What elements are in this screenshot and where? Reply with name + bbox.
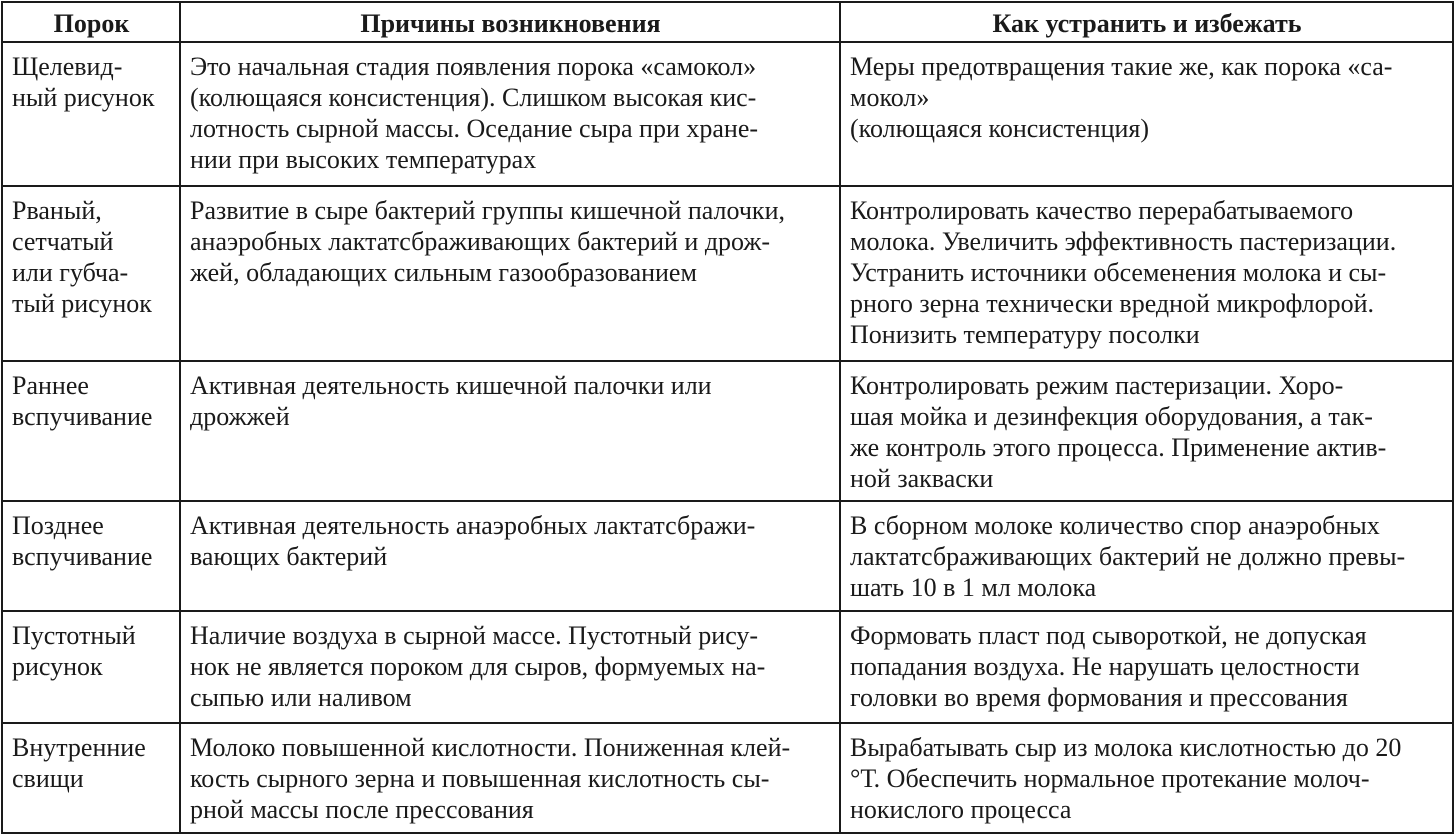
cell-line: Молоко повышенной кислотности. Пониженная клей- [190,733,791,762]
cell-line: попадания воздуха. Не нарушать целостности [850,652,1360,681]
cell-line: шать 10 в 1 мл молока [850,573,1097,602]
cell-causes [180,361,840,501]
cell-line: рисунок [12,652,103,681]
cell-line: Развитие в сыре бактерий группы кишечной палочки, [190,196,785,225]
cell-line: Устранить источники обсеменения молока и сы- [850,258,1387,287]
cell-remedy [840,361,1453,501]
cell-line: Пустотный [12,621,136,650]
cell-line: Контролировать качество перерабатываемого [850,196,1354,225]
cell-defect [2,501,180,611]
header-row [2,2,1453,42]
cell-defect [2,361,180,501]
cell-line: Формовать пласт под сывороткой, не допуская [850,621,1367,650]
table-row [2,723,1453,833]
cell-line: же контроль этого процесса. Применение актив- [850,433,1387,462]
cell-line: (колющаяся консистенция). Слишком высокая кис- [190,83,757,112]
cell-line: Вырабатывать сыр из молока кислотностью до 20 [850,733,1402,762]
cell-causes [180,611,840,723]
cell-line: Понизить температуру посолки [850,320,1200,349]
cell-line: свищи [12,764,84,793]
cell-line: вающих бактерий [190,542,388,571]
cell-line: вспучивание [12,542,153,571]
cell-defect [2,611,180,723]
cell-defect [2,186,180,361]
cell-line: тый рисунок [12,289,152,318]
cell-line: В сборном молоке количество спор анаэробных [850,511,1380,540]
table-row [2,186,1453,361]
cell-defect [2,723,180,833]
cell-line: нии при высоких температурах [190,145,537,174]
cell-causes [180,501,840,611]
cell-remedy [840,501,1453,611]
header-remedy: Как устранить и избежать [840,2,1453,42]
cell-line: дрожжей [190,402,290,431]
cell-remedy [840,723,1453,833]
cell-line: Активная деятельность кишечной палочки или [190,371,712,400]
cell-line: Наличие воздуха в сырной массе. Пустотный рису- [190,621,759,650]
cell-line: рного зерна технически вредной микрофлорой. [850,289,1375,318]
cell-line: Меры предотвращения такие же, как порока «са- [850,52,1393,81]
cell-line: Рваный, [12,196,102,225]
cell-line: Раннее [12,371,89,400]
cell-line: °Т. Обеспечить нормальное протекание молоч- [850,764,1370,793]
cell-line: (колющаяся консистенция) [850,114,1150,143]
cell-line: Контролировать режим пастеризации. Хоро- [850,371,1344,400]
cell-line: Это начальная стадия появления порока «самокол» [190,52,757,81]
cell-defect [2,42,180,186]
cell-remedy [840,42,1453,186]
cell-line: или губча- [12,258,129,287]
cell-line: молока. Увеличить эффективность пастеризации. [850,227,1397,256]
cell-line: Щелевид- [12,52,123,81]
cell-line: ной закваски [850,464,994,493]
cell-line: жей, обладающих сильным газообразованием [190,258,697,287]
cell-causes [180,42,840,186]
cell-line: кость сырного зерна и повышенная кислотность сы- [190,764,770,793]
cell-line: нокислого процесса [850,795,1072,824]
cell-line: шая мойка и дезинфекция оборудования, а так- [850,402,1373,431]
table-row [2,611,1453,723]
cell-line: головки во время формования и прессования [850,683,1348,712]
cell-line: нок не является пороком для сыров, формуемых на- [190,652,766,681]
cell-line: ный рисунок [12,83,155,112]
cell-line: анаэробных лактатсбраживающих бактерий и дрож- [190,227,771,256]
cell-remedy [840,611,1453,723]
cell-causes [180,723,840,833]
cell-line: Внутренние [12,733,146,762]
cell-remedy [840,186,1453,361]
cell-line: сыпью или наливом [190,683,412,712]
cell-line: рной массы после прессования [190,795,534,824]
header-defect: Порок [2,2,180,42]
cell-line: лактатсбраживающих бактерий не должно превы- [850,542,1406,571]
cell-causes [180,186,840,361]
cell-line: мокол» [850,83,930,112]
table-row [2,42,1453,186]
table-row [2,501,1453,611]
header-causes: Причины возникновения [180,2,840,42]
table-row [2,361,1453,501]
cell-line: Позднее [12,511,104,540]
cell-line: лотность сырной массы. Оседание сыра при хране- [190,114,759,143]
cell-line: Активная деятельность анаэробных лактатсбражи- [190,511,756,540]
cell-line: вспучивание [12,402,153,431]
cheese-defects-table [1,1,1454,834]
cell-line: сетчатый [12,227,114,256]
